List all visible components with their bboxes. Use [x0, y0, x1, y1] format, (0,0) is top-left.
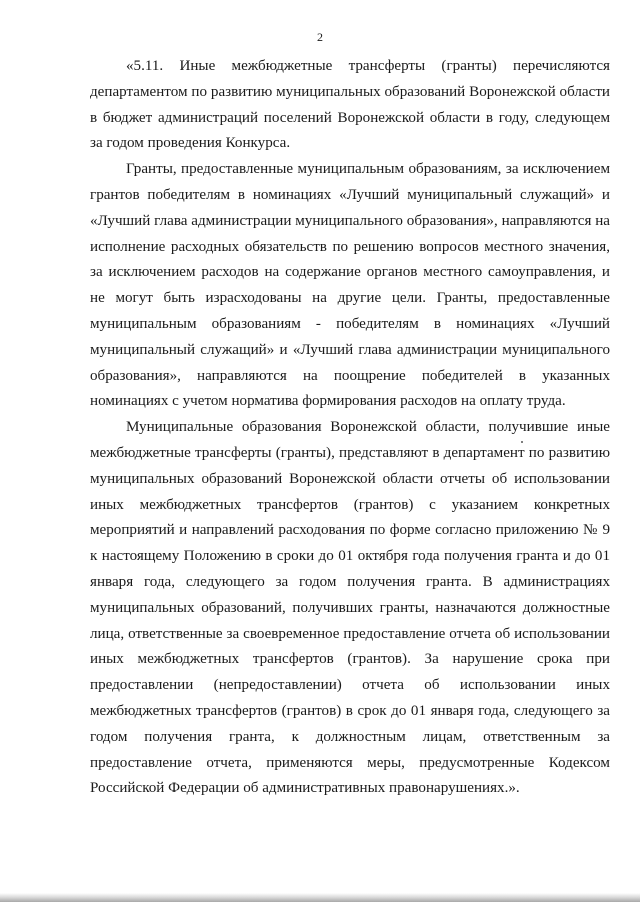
page-number: 2 [317, 30, 323, 44]
scan-bottom-edge [0, 893, 640, 902]
paragraph-reporting: Муниципальные образования Воронежской области, получившие иные межбюджетные трансферты (гранты), представляют в департамент по развитию муниципальных образований Воронежской области отчеты об использовании иных межбюджетных трансфертов (грантов) с указанием конкретных мероприятий и направлений расходования по форме согласно приложению № 9 к настоящему Положению в сроки до 01 октября года получения гранта и до 01 января года, следующего за годом получения гранта. В администрациях муниципальных образований, получивших гранты, назначаются должностные лица, ответственные за своевременное предоставление отчета об использовании иных межбюджетных трансфертов (грантов). За нарушение срока при предоставлении (непредоставлении) отчета об использовании иных межбюджетных трансфертов (грантов) в срок до 01 января года, следующего за годом получения гранта, к должностным лицам, ответственным за предоставление отчета, применяются меры, предусмотренные Кодексом Российской Федерации об административных правонарушениях.». [90, 419, 610, 797]
document-body [90, 54, 610, 802]
paragraph-5-11: «5.11. Иные межбюджетные трансферты (гранты) перечисляются департаментом по развитию муниципальных образований Воронежской области в бюджет администраций поселений Воронежской области в году, следующем за годом проведения Конкурса. [90, 58, 610, 152]
paragraph-grants-usage: Гранты, предоставленные муниципальным образованиям, за исключением грантов победителям в номинациях «Лучший муниципальный служащий» и «Лучший глава администрации муниципального образования», направляются на исполнение расходных обязательств по решению вопросов местного значения, за исключением расходов на содержание органов местного самоуправления, и не могут быть израсходованы на другие цели. Гранты, предоставленные муниципальным образованиям - победителям в номинациях «Лучший муниципальный служащий» и «Лучший глава администрации муниципального образования», направляются на поощрение победителей в указанных номинациях с учетом норматива формирования расходов на оплату труда. [90, 161, 610, 410]
scan-speck [521, 441, 523, 443]
